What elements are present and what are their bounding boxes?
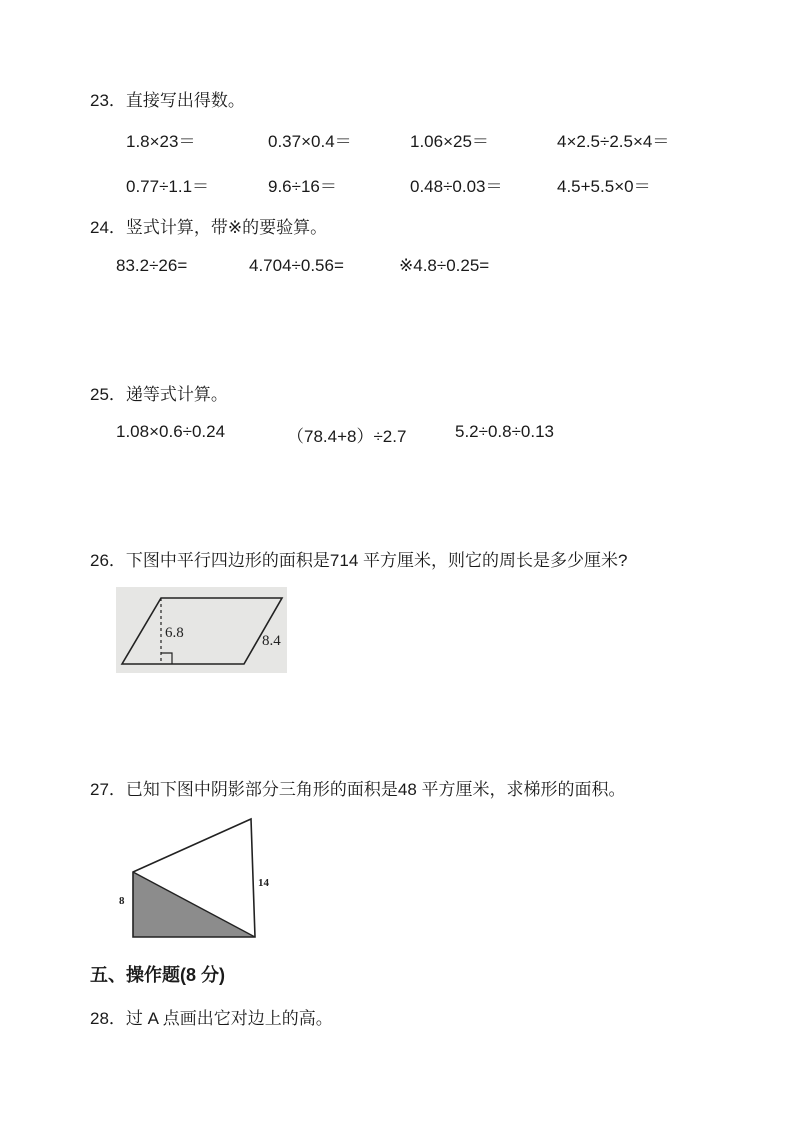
side-label: 8.4	[262, 633, 281, 649]
q24-expr: 83.2÷26=	[116, 256, 188, 275]
q23-expr: 0.77÷1.1＝	[126, 177, 210, 196]
height-label: 6.8	[165, 625, 184, 641]
q27-title: 27．已知下图中阴影部分三角形的面积是48 平方厘米，求梯形的面积。	[90, 780, 626, 799]
parallelogram-figure	[116, 587, 287, 673]
q28-title: 28．过 A 点画出它对边上的高。	[90, 1009, 333, 1028]
trapezoid-figure	[110, 812, 280, 942]
q25-expr: 5.2÷0.8÷0.13	[455, 422, 555, 441]
q23-title: 23．直接写出得数。	[90, 91, 245, 110]
left-side-label: 8	[119, 895, 125, 907]
section-heading: 五、操作题(8 分)	[90, 965, 225, 985]
right-side-label: 14	[258, 877, 269, 889]
q24-title: 24．竖式计算，带※的要验算。	[90, 218, 328, 237]
q23-expr: 0.37×0.4＝	[268, 132, 352, 151]
q23-expr: 1.8×23＝	[126, 132, 196, 151]
q23-expr: 4.5+5.5×0＝	[557, 177, 651, 196]
q26-title: 26．下图中平行四边形的面积是714 平方厘米，则它的周长是多少厘米?	[90, 551, 628, 570]
q25-expr: 1.08×0.6÷0.24	[116, 422, 226, 441]
q23-expr: 4×2.5÷2.5×4＝	[557, 132, 670, 151]
q25-title: 25．递等式计算。	[90, 385, 228, 404]
q23-expr: 0.48÷0.03＝	[410, 177, 503, 196]
q23-expr: 9.6÷16＝	[268, 177, 337, 196]
q24-expr: 4.704÷0.56=	[249, 256, 344, 275]
q25-expr: （78.4+8）÷2.7	[287, 427, 407, 446]
q24-expr: ※4.8÷0.25=	[399, 256, 490, 275]
q23-expr: 1.06×25＝	[410, 132, 489, 151]
